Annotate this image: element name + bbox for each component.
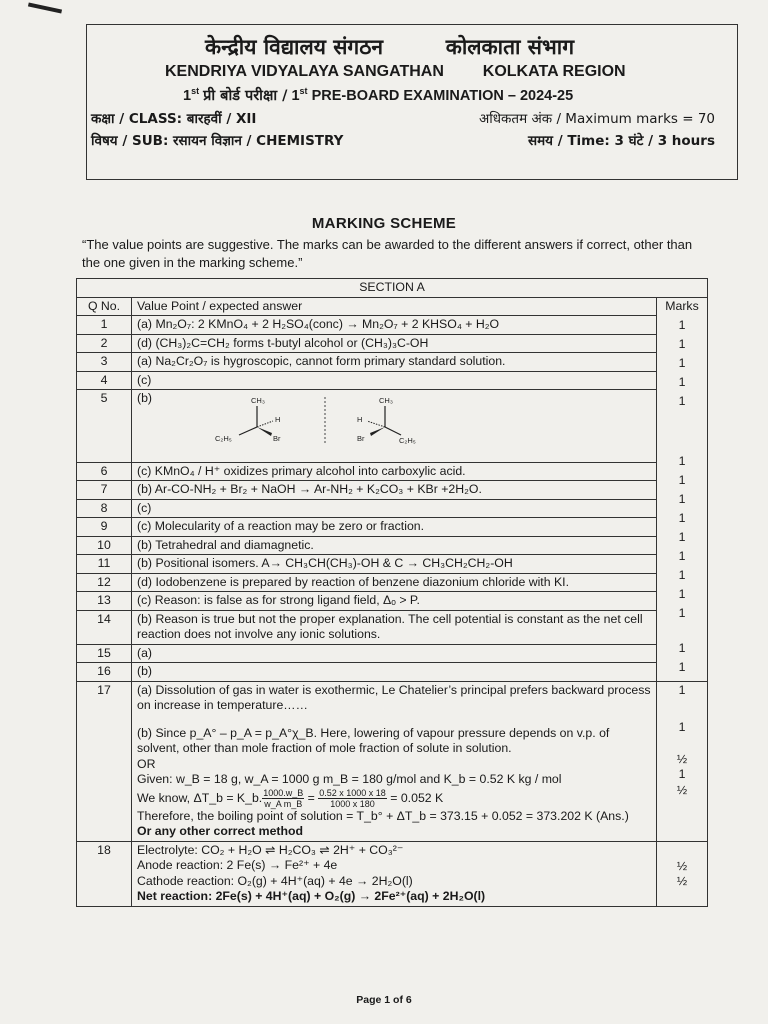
question-number: 8 bbox=[77, 499, 132, 518]
question-number: 17 bbox=[77, 681, 132, 841]
stereo-structures bbox=[137, 395, 651, 461]
answer-cell: (a) Na₂Cr₂O₇ is hygroscopic, cannot form primary standard solution. bbox=[132, 353, 657, 372]
mark-value: 1 bbox=[678, 568, 686, 582]
question-number: 4 bbox=[77, 371, 132, 390]
mark-value: 1 bbox=[678, 767, 686, 781]
q17-formula: We know, ΔT_b = K_b. $\frac{1000.w\_B}{\text{w\_A m\_B}}$ = $\frac{0.52 x 1000 x 18}{1000 x 180}$ = 0.052 K bbox=[137, 787, 444, 809]
ch3-label-2: CH₃ bbox=[379, 395, 393, 405]
h-label-2: H bbox=[357, 414, 363, 424]
question-number: 9 bbox=[77, 518, 132, 537]
hindi-header bbox=[205, 33, 574, 61]
q18-net: Net reaction: 2Fe(s) + 4H⁺(aq) + O₂(g) → 2Fe²⁺(aq) + 2H₂O(l) bbox=[137, 889, 486, 903]
question-number: 18 bbox=[77, 841, 132, 906]
fraction-2: $\frac{0.52 x 1000 x 18}{1000 x 180}$ bbox=[319, 787, 386, 809]
exam-hindi: प्री बोर्ड परीक्षा / bbox=[203, 88, 288, 104]
mark-value: 1 bbox=[678, 375, 686, 389]
question-number: 3 bbox=[77, 353, 132, 372]
formula-result: = 0.052 K bbox=[390, 790, 444, 805]
hindi-region: कोलकाता संभाग bbox=[445, 35, 575, 59]
q18-anode: Anode reaction: 2 Fe(s) → Fe²⁺ + 4e bbox=[137, 858, 338, 872]
question-number: 14 bbox=[77, 610, 132, 644]
table-row bbox=[77, 592, 708, 611]
mark-value: ½ bbox=[676, 874, 688, 888]
table-row bbox=[77, 555, 708, 574]
answer-cell: (c) bbox=[132, 499, 657, 518]
col-qno: Q No. bbox=[77, 297, 132, 316]
br-label-2: Br bbox=[357, 433, 365, 443]
table-row bbox=[77, 644, 708, 663]
exam-english: PRE-BOARD EXAMINATION – 2024-25 bbox=[311, 88, 574, 104]
answer-cell: (c) Molecularity of a reaction may be zero or fraction. bbox=[132, 518, 657, 537]
answer-cell: (b) Tetrahedral and diamagnetic. bbox=[132, 536, 657, 555]
br-label: Br bbox=[273, 433, 281, 443]
answer-cell: (a) bbox=[132, 644, 657, 663]
question-number: 16 bbox=[77, 663, 132, 682]
question-number: 5 bbox=[77, 390, 132, 463]
org-header bbox=[165, 63, 626, 81]
section-row bbox=[77, 279, 708, 298]
answer-cell bbox=[132, 390, 657, 463]
marks-cell bbox=[657, 681, 708, 841]
subject-label: विषय / SUB: रसायन विज्ञान / CHEMISTRY bbox=[91, 133, 344, 149]
answer-text: (b) bbox=[137, 391, 153, 405]
question-number: 15 bbox=[77, 644, 132, 663]
fraction-1: $\frac{1000.w\_B}{\text{w\_A m\_B}}$ bbox=[263, 787, 304, 809]
mark-value: ½ bbox=[676, 751, 688, 766]
table-row bbox=[77, 334, 708, 353]
col-marks: Marks bbox=[665, 298, 699, 313]
question-number: 2 bbox=[77, 334, 132, 353]
question-number: 11 bbox=[77, 555, 132, 574]
q17-part-b: (b) Since p_A° – p_A = p_A°χ_B. Here, lowering of vapour pressure depends on v.p. of solvent, other than mole fraction of mole fraction of solute in solution. bbox=[137, 725, 610, 755]
hindi-org: केन्द्रीय विद्यालय संगठन bbox=[205, 35, 384, 59]
mark-value: 1 bbox=[678, 587, 686, 601]
scheme-note: “The value points are suggestive. The marks can be awarded to the different answers if correct, other than the one given in the marking scheme.” bbox=[82, 237, 693, 270]
page-footer: Page 1 of 6 bbox=[356, 994, 412, 1006]
mark-value: 1 bbox=[678, 473, 686, 487]
q17-therefore: Therefore, the boiling point of solution = T_b° + ΔT_b = 373.15 + 0.052 = 373.202 K (Ans.) bbox=[137, 808, 629, 823]
table-row bbox=[77, 841, 708, 906]
table-row bbox=[77, 573, 708, 592]
time-label: समय / Time: 3 घंटे / 3 hours bbox=[527, 133, 715, 149]
answer-cell: (c) KMnO₄ / H⁺ oxidizes primary alcohol into carboxylic acid. bbox=[132, 462, 657, 481]
org-name: KENDRIYA VIDYALAYA SANGATHAN bbox=[165, 63, 444, 80]
answer-cell: (a) Mn₂O₇: 2 KMnO₄ + 2 H₂SO₄(conc) → Mn₂O₇ + 2 KHSO₄ + H₂O bbox=[132, 316, 657, 335]
mark-value: 1 bbox=[678, 394, 686, 408]
table-row bbox=[77, 316, 708, 335]
class-label: कक्षा / CLASS: बारहवीं / XII bbox=[91, 111, 257, 127]
exam-title: 1st प्री बोर्ड परीक्षा / 1st PRE-BOARD EXAMINATION – 2024-25 bbox=[183, 86, 574, 104]
mark-value: 1 bbox=[678, 641, 686, 655]
marking-table bbox=[76, 278, 708, 907]
table-row bbox=[77, 353, 708, 372]
mark-value: 1 bbox=[678, 454, 686, 468]
q17-given: Given: w_B = 18 g, w_A = 1000 g m_B = 180 g/mol and K_b = 0.52 K kg / mol bbox=[137, 772, 562, 786]
table-row bbox=[77, 371, 708, 390]
header-row bbox=[77, 297, 708, 316]
marks-cell bbox=[657, 841, 708, 906]
q18-cathode: Cathode reaction: O₂(g) + 4H⁺(aq) + 4e → 2H₂O(l) bbox=[137, 873, 413, 888]
mark-value: 1 bbox=[678, 337, 686, 351]
ch3-label: CH₃ bbox=[251, 395, 265, 405]
mark-value: 1 bbox=[678, 356, 686, 370]
answer-cell: (c) Reason: is false as for strong ligand field, Δₒ > P. bbox=[132, 592, 657, 611]
mark-value: 1 bbox=[678, 511, 686, 525]
question-number: 13 bbox=[77, 592, 132, 611]
mark-value: 1 bbox=[678, 606, 686, 620]
mark-value: 1 bbox=[678, 549, 686, 563]
table-row bbox=[77, 481, 708, 500]
answer-cell: (b) bbox=[132, 663, 657, 682]
marks-column bbox=[657, 297, 708, 681]
answer-cell bbox=[132, 681, 657, 841]
col-answer: Value Point / expected answer bbox=[132, 297, 657, 316]
question-number: 12 bbox=[77, 573, 132, 592]
mark-value: 1 bbox=[678, 660, 686, 674]
answer-cell: (d) (CH₃)₂C=CH₂ forms t-butyl alcohol or (CH₃)₃C-OH bbox=[132, 334, 657, 353]
table-row bbox=[77, 681, 708, 841]
table-row bbox=[77, 536, 708, 555]
q17-part-a: (a) Dissolution of gas in water is exothermic, Le Chatelier’s principal prefers backward process on increase in temperature…… bbox=[137, 682, 651, 712]
table-row bbox=[77, 390, 708, 463]
mark-value: 1 bbox=[678, 530, 686, 544]
max-marks: अधिकतम अंक / Maximum marks = 70 bbox=[478, 111, 715, 127]
table-row bbox=[77, 518, 708, 537]
answer-cell bbox=[132, 841, 657, 906]
q17-or: OR bbox=[137, 756, 156, 771]
mark-value: 1 bbox=[678, 682, 686, 697]
enantiomer-structures bbox=[207, 393, 507, 447]
mark-value: 1 bbox=[678, 318, 686, 332]
answer-cell: (b) Ar-CO-NH₂ + Br₂ + NaOH → Ar-NH₂ + K₂CO₃ + KBr +2H₂O. bbox=[132, 481, 657, 500]
section-heading: SECTION A bbox=[77, 279, 708, 298]
c2h5-label: C₂H₅ bbox=[215, 433, 232, 443]
region-name: KOLKATA REGION bbox=[482, 63, 626, 80]
q18-electrolyte: Electrolyte: CO₂ + H₂O ⇌ H₂CO₃ ⇌ 2H⁺ + CO₃²⁻ bbox=[137, 842, 404, 857]
marking-scheme-title: MARKING SCHEME bbox=[311, 215, 457, 232]
table-row bbox=[77, 499, 708, 518]
mark-value: ½ bbox=[676, 858, 688, 873]
corner-pen-mark bbox=[28, 3, 62, 14]
mark-value: 1 bbox=[678, 492, 686, 506]
table-row bbox=[77, 610, 708, 644]
c2h5-label-2: C₂H₅ bbox=[399, 435, 416, 445]
question-number: 10 bbox=[77, 536, 132, 555]
mark-value: ½ bbox=[676, 782, 688, 797]
h-label: H bbox=[275, 414, 281, 424]
answer-cell: (b) Positional isomers. A→ CH₃CH(CH₃)-OH & C → CH₃CH₂CH₂-OH bbox=[132, 555, 657, 574]
table-row bbox=[77, 663, 708, 682]
q17-alt: Or any other correct method bbox=[137, 824, 304, 838]
answer-cell: (b) Reason is true but not the proper explanation. The cell potential is constant as the net cell reaction does not involve any ionic solutions. bbox=[132, 610, 657, 644]
formula-prefix: We know, ΔT_b = K_b. bbox=[137, 790, 263, 805]
question-number: 6 bbox=[77, 462, 132, 481]
table-row bbox=[77, 462, 708, 481]
answer-cell: (c) bbox=[132, 371, 657, 390]
question-number: 7 bbox=[77, 481, 132, 500]
mark-value: 1 bbox=[678, 720, 686, 734]
question-number: 1 bbox=[77, 316, 132, 335]
answer-cell: (d) Iodobenzene is prepared by reaction of benzene diazonium chloride with KI. bbox=[132, 573, 657, 592]
exam-header bbox=[86, 24, 738, 180]
